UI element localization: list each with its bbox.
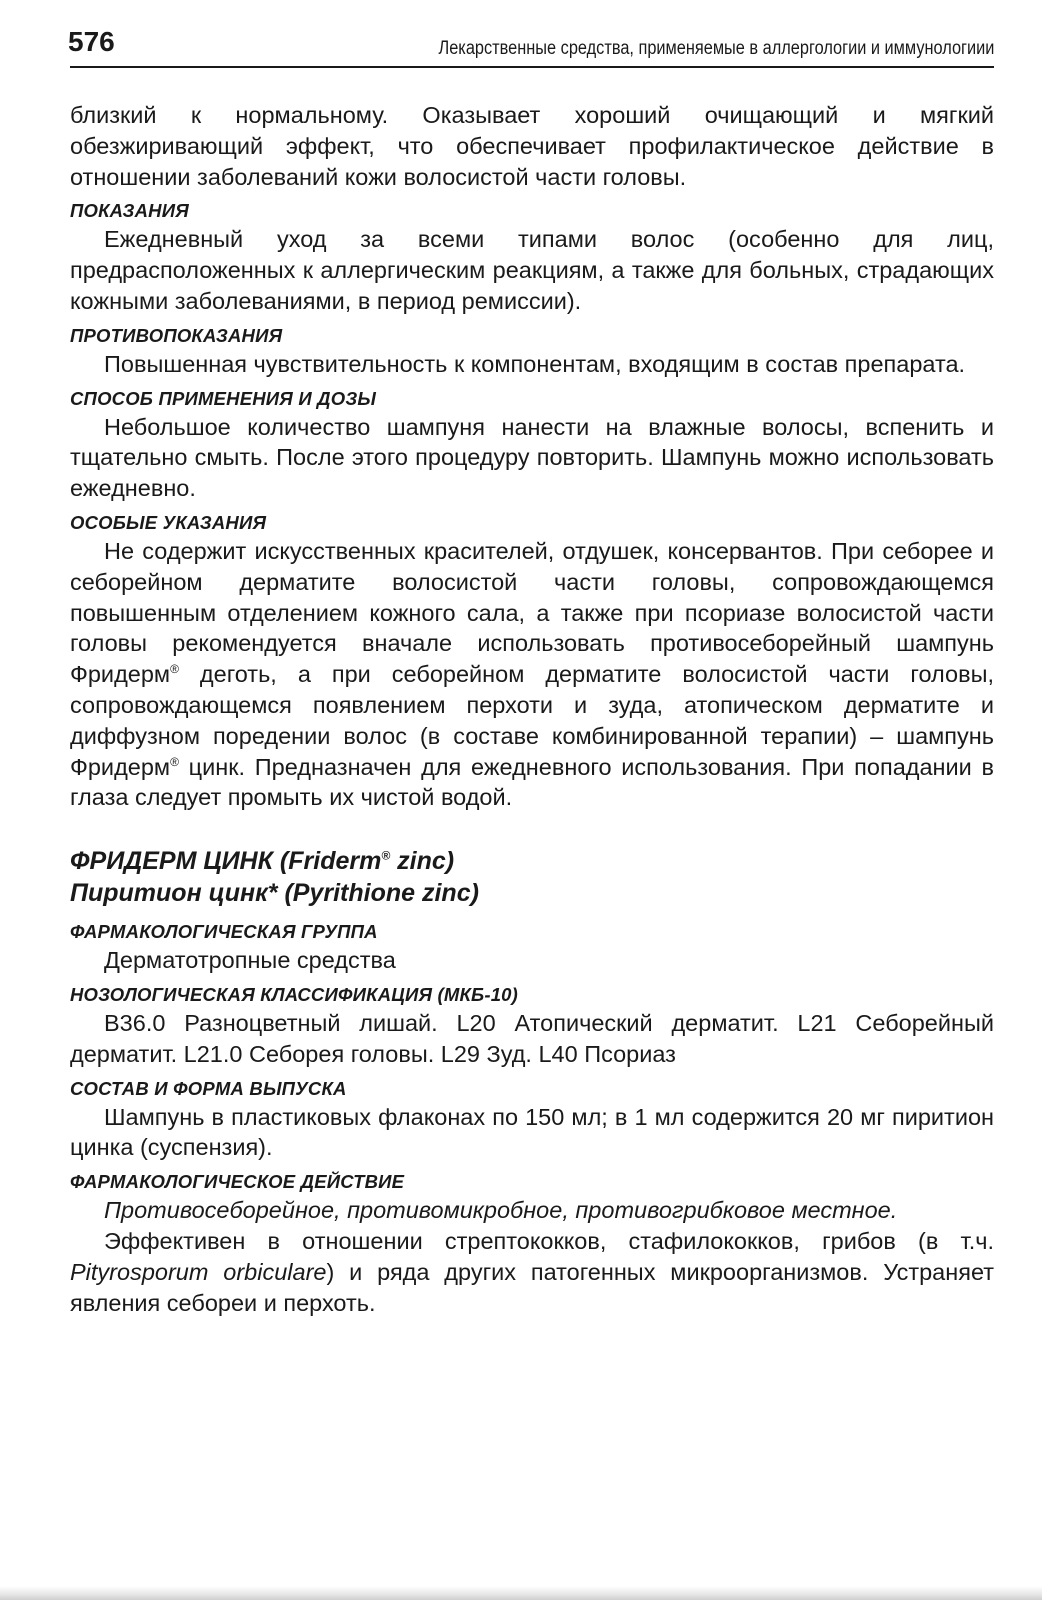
section-text-composition: Шампунь в пластиковых флаконах по 150 мл; в 1 мл содержится 20 мг пиритион цинка (суспензия). [70,1103,994,1161]
section-text-special-notes [70,536,994,813]
registered-mark: ® [381,848,391,863]
registered-mark: ® [170,662,179,677]
section-text-pharm-action-summary: Противосеборейное, противомикробное, противогрибковое местное. [104,1197,898,1224]
section-heading-special-notes: ОСОБЫЕ УКАЗАНИЯ [70,511,267,533]
pharm-action-part2: ) и ряда других патогенных микроорганизмов. Устраняет явления себореи и перхоть. [70,1258,995,1316]
section-heading-pharm-group: ФАРМАКОЛОГИЧЕСКАЯ ГРУППА [70,921,378,943]
section-text-indications: Ежедневный уход за всеми типами волос (особенно для лиц, предрасположенных к аллергическим реакциям, а также для больных, страдающих кожными заболеваниями, в период ремиссии). [70,226,994,314]
section-heading-icd10: НОЗОЛОГИЧЕСКАЯ КЛАССИФИКАЦИЯ (МКБ-10) [70,983,519,1005]
special-notes-part1: Не содержит искусственных красителей, отдушек, консервантов. При себорее и себорейном дерматите волосистой части головы, сопровождающемся повышенным отделением кожного сала, а также при псориазе волосистой части головы рекомендуется вначале использовать противосеборейный шампунь Фридерм [70,537,994,688]
intro-paragraph: близкий к нормальному. Оказывает хороший очищающий и мягкий обезжиривающий эффект, что обеспечивает профилактическое действие в отношении заболеваний кожи волосистой части головы. [70,102,994,190]
book-page [70,26,994,1318]
drug-title-part1: ФРИДЕРМ ЦИНК (Friderm [70,847,382,876]
section-text-icd10: B36.0 Разноцветный лишай. L20 Атопический дерматит. L21 Себорейный дерматит. L21.0 Себорея головы. L29 Зуд. L40 Псориаз [70,1009,994,1067]
section-heading-contraindications: ПРОТИВОПОКАЗАНИЯ [70,324,283,346]
scan-edge-shadow [0,1586,1042,1600]
drug-monograph [70,919,994,1318]
special-notes-part2: деготь, а при себорейном дерматите волосистой части головы, сопровождающемся появлением перхоти и зуда, атопическом дерматите и диффузном поредении волос (в составе комбинированной терапии) – шампунь Фридерм [70,661,994,780]
registered-mark: ® [170,754,179,769]
running-header [70,26,994,68]
section-text-pharm-action [70,1226,994,1318]
section-text-pharm-group: Дерматотропные средства [104,947,396,974]
latin-name: Pityrosporum orbiculare [70,1258,327,1285]
running-title: Лекарственные средства, применяемые в аллергологии и иммунологиии [438,38,994,59]
drug-title-part2: zinc) [390,847,455,876]
drug-subtitle: Пиритион цинк* (Pyrithione zinc) [70,879,479,908]
section-heading-pharm-action: ФАРМАКОЛОГИЧЕСКОЕ ДЕЙСТВИЕ [70,1171,405,1193]
section-text-dosage: Небольшое количество шампуня нанести на влажные волосы, вспенить и тщательно смыть. После этого процедуру повторить. Шампунь можно использовать ежедневно. [70,413,994,502]
drug-title [70,845,994,909]
section-heading-indications: ПОКАЗАНИЯ [70,200,189,222]
section-heading-composition: СОСТАВ И ФОРМА ВЫПУСКА [70,1077,347,1099]
section-text-contraindications: Повышенная чувствительность к компонентам, входящим в состав препарата. [104,350,966,377]
special-notes-part3: цинк. Предназначен для ежедневного использования. При попадании в глаза следует промыть их чистой водой. [70,753,994,811]
page-number: 576 [68,26,115,57]
section-heading-dosage: СПОСОБ ПРИМЕНЕНИЯ И ДОЗЫ [70,387,377,409]
pharm-action-part1: Эффективен в отношении стрептококков, стафилококков, грибов (в т.ч. [104,1227,994,1254]
page-content [70,100,994,1318]
